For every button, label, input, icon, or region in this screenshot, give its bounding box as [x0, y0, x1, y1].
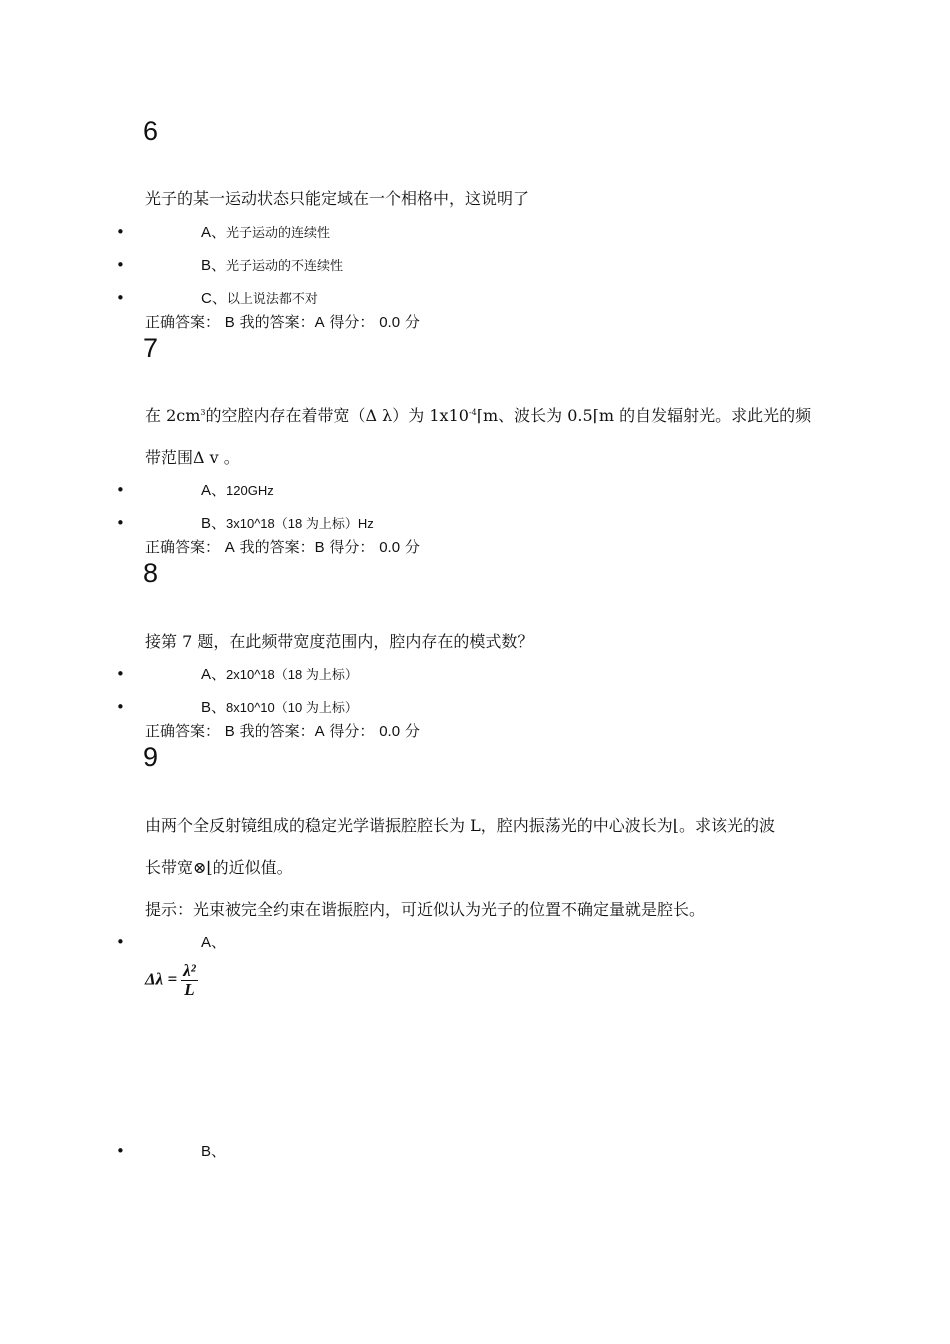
superscript: 3 [200, 408, 206, 417]
correct-answer-value: B [224, 314, 235, 331]
superscript: -4 [468, 408, 477, 417]
bullet-icon: • [116, 256, 125, 274]
bullet-icon: • [116, 289, 125, 307]
question-text: 由两个全反射镜组成的稳定光学谐振腔腔长为 L，腔内振荡光的中心波长为⌊。求该光的波 [145, 816, 775, 835]
score-label: 得分： [329, 538, 375, 556]
question-text: 接第 7 题，在此频带宽度范围内，腔内存在的模式数？ [145, 632, 534, 651]
option-text: 光子运动的连续性 [226, 226, 331, 241]
bullet-icon: • [116, 223, 125, 241]
score-value: 0.0 [379, 314, 401, 331]
option-a[interactable] [201, 931, 226, 952]
bullet-icon: • [116, 698, 125, 716]
score-unit: 分 [404, 538, 420, 556]
bullet-icon: • [116, 933, 125, 951]
option-a-formula [145, 962, 198, 999]
my-answer-value: B [314, 539, 325, 556]
my-answer-label: 我的答案： [239, 722, 315, 740]
option-text: 以上说法都不对 [226, 292, 318, 307]
score-label: 得分： [329, 722, 375, 740]
option-letter: A、 [201, 482, 227, 499]
question-text [145, 403, 811, 426]
answer-line [145, 311, 420, 332]
my-answer-label: 我的答案： [239, 313, 315, 331]
option-letter: A、 [201, 224, 227, 241]
option-b[interactable] [201, 254, 343, 275]
formula-denominator: L [184, 980, 195, 999]
question-number: 6 [143, 116, 159, 146]
question-text-part: 的空腔内存在着带宽（Δ λ）为 1x10 [205, 406, 469, 425]
answer-line [145, 536, 420, 557]
option-text: 8x10^10（10 为上标） [226, 700, 358, 715]
correct-answer-label: 正确答案： [145, 313, 221, 331]
correct-answer-label: 正确答案： [145, 722, 221, 740]
option-letter: B、 [201, 515, 227, 532]
question-text-part: ⌈m、波长为 0.5⌈m 的自发辐射光。求此光的频 [476, 406, 812, 425]
option-letter: B、 [201, 699, 227, 716]
formula-fraction [181, 962, 198, 999]
option-text: 光子运动的不连续性 [226, 259, 344, 274]
bullet-icon: • [116, 665, 125, 683]
correct-answer-value: A [224, 539, 235, 556]
my-answer-value: A [314, 314, 325, 331]
option-a[interactable] [201, 663, 358, 684]
bullet-icon: • [116, 481, 125, 499]
option-b[interactable] [201, 696, 358, 717]
formula-numerator: λ² [183, 961, 196, 980]
option-letter: C、 [201, 290, 227, 307]
correct-answer-label: 正确答案： [145, 538, 221, 556]
score-label: 得分： [329, 313, 375, 331]
question-number: 7 [143, 333, 159, 363]
question-text-part: 在 2cm [145, 406, 201, 425]
option-c[interactable] [201, 287, 318, 308]
formula-lhs: Δλ = [145, 969, 178, 989]
option-text: 120GHz [226, 483, 274, 498]
question-number: 8 [143, 558, 159, 588]
answer-line [145, 720, 420, 741]
option-text: 3x10^18（18 为上标）Hz [226, 516, 374, 531]
question-hint: 提示：光束被完全约束在谐振腔内，可近似认为光子的位置不确定量就是腔长。 [145, 900, 706, 919]
option-a[interactable] [201, 221, 330, 242]
score-value: 0.0 [379, 539, 401, 556]
option-text: 2x10^18（18 为上标） [226, 667, 358, 682]
question-text-line2: 带范围Δ v 。 [145, 448, 240, 467]
correct-answer-value: B [224, 723, 235, 740]
question-text-line2: 长带宽⊗⌊的近似值。 [145, 858, 293, 877]
option-letter: A、 [201, 934, 227, 951]
option-letter: A、 [201, 666, 227, 683]
score-unit: 分 [404, 722, 420, 740]
score-unit: 分 [404, 313, 420, 331]
bullet-icon: • [116, 1142, 125, 1160]
option-b[interactable] [201, 1140, 226, 1161]
my-answer-value: A [314, 723, 325, 740]
question-number: 9 [143, 742, 159, 772]
option-letter: B、 [201, 1143, 227, 1160]
my-answer-label: 我的答案： [239, 538, 315, 556]
score-value: 0.0 [379, 723, 401, 740]
option-letter: B、 [201, 257, 227, 274]
option-b[interactable] [201, 512, 374, 533]
question-text: 光子的某一运动状态只能定域在一个相格中，这说明了 [145, 189, 530, 208]
option-a[interactable] [201, 479, 274, 500]
bullet-icon: • [116, 514, 125, 532]
